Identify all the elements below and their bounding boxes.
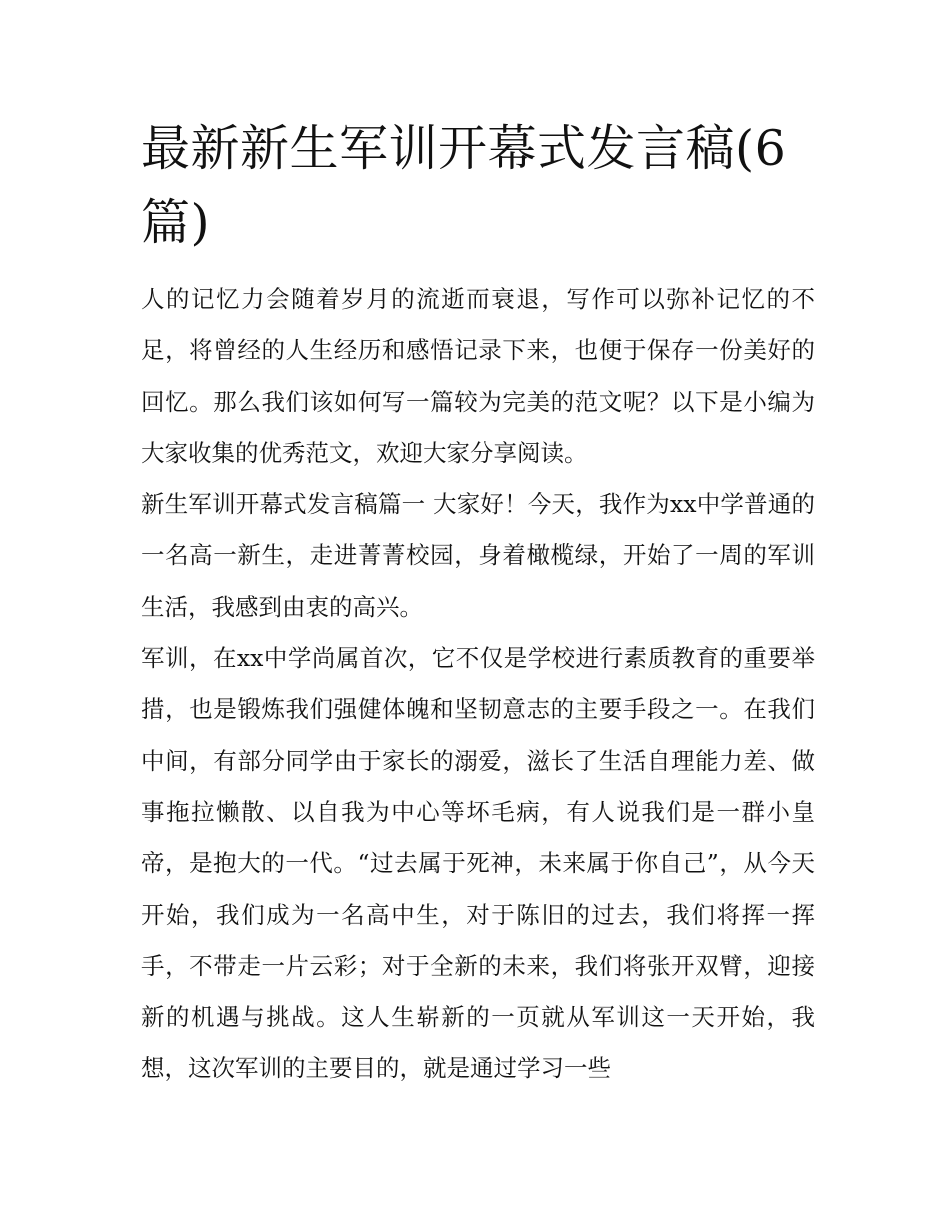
paragraph-intro: 人的记忆力会随着岁月的流逝而衰退，写作可以弥补记忆的不足，将曾经的人生经历和感悟记录下来，也便于保存一份美好的回忆。那么我们该如何写一篇较为完美的范文呢？以下是小编为大家收集的优秀范文，欢迎大家分享阅读。 [141, 285, 815, 467]
paragraph-military-training: 军训，在xx中学尚属首次，它不仅是学校进行素质教育的重要举措，也是锻炼我们强健体魄和坚韧意志的主要手段之一。在我们中间，有部分同学由于家长的溺爱，滋长了生活自理能力差、做事拖拉懒散、以自我为中心等坏毛病，有人说我们是一群小皇帝，是抱大的一代。“过去属于死神，未来属于你自己”，从今天开始，我们成为一名高中生，对于陈旧的过去，我们将挥一挥手，不带走一片云彩；对于全新的未来，我们将张开双臂，迎接新的机遇与挑战。这人生崭新的一页就从军训这一天开始，我想，这次军训的主要目的，就是通过学习一些 [141, 644, 815, 1083]
page-title: 最新新生军训开幕式发言稿(6篇) [141, 120, 787, 251]
document-body [141, 274, 815, 1095]
paragraph-greeting: 新生军训开幕式发言稿篇一 大家好！今天，我作为xx中学普通的一名高一新生，走进菁菁校园，身着橄榄绿，开始了一周的军训生活，我感到由衷的高兴。 [141, 490, 815, 621]
